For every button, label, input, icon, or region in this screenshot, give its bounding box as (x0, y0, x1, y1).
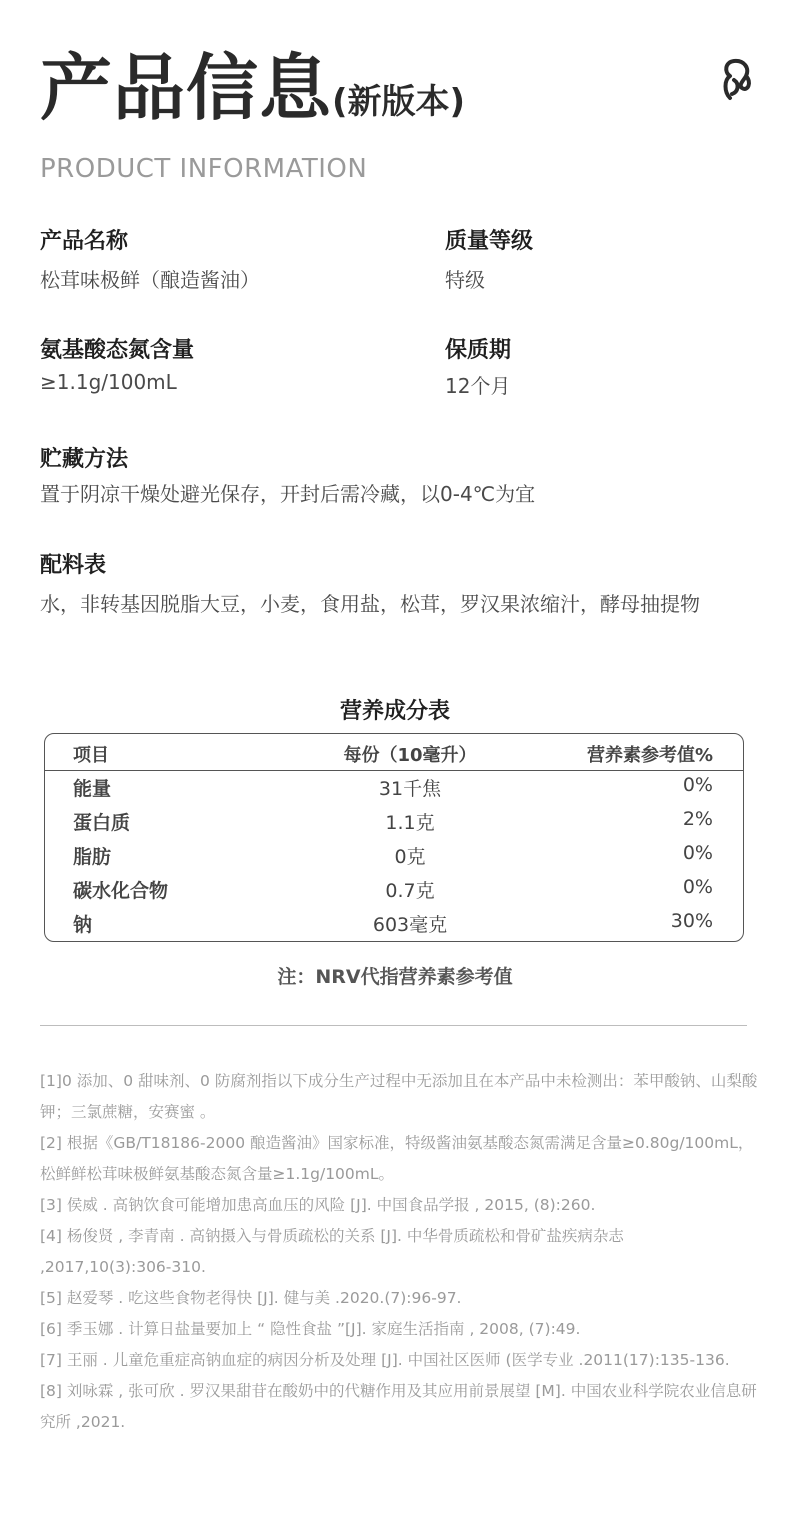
reference-item: [8] 刘咏霖 , 张可欣 . 罗汉果甜苷在酸奶中的代糖作用及其应用前景展望 [M]. 中国农业科学院农业信息研究所 ,2021. (40, 1382, 757, 1431)
header-item: 项目 (73, 745, 109, 766)
row-nrv: 2% (682, 808, 713, 830)
amino-nitrogen-value: ≥1.1g/100mL (40, 370, 177, 394)
row-nrv: 0% (682, 774, 713, 796)
nutrition-table-title: 营养成分表 (339, 699, 450, 724)
table-row (45, 906, 743, 940)
table-row (45, 804, 743, 838)
product-name-value: 松茸味极鲜（酿造酱油） (40, 268, 260, 292)
header-nrv: 营养素参考值% (586, 745, 713, 766)
row-item: 碳水化合物 (73, 880, 169, 902)
references-list (40, 1066, 760, 1438)
row-nrv: 0% (682, 842, 713, 864)
quality-grade-value: 特级 (445, 268, 485, 292)
row-item: 能量 (73, 778, 112, 800)
row-item: 脂肪 (73, 846, 112, 868)
page-subtitle-english: PRODUCT INFORMATION (40, 154, 368, 184)
table-row (45, 872, 743, 906)
reference-item: [1]0 添加、0 甜味剂、0 防腐剂指以下成分生产过程中无添加且在本产品中未检测出：苯甲酸钠、山梨酸钾；三氯蔗糖，安赛蜜 。 (40, 1072, 758, 1121)
page-title-version: (新版本) (332, 82, 466, 122)
ingredients-value: 水，非转基因脱脂大豆，小麦，食用盐，松茸，罗汉果浓缩汁，酵母抽提物 (40, 592, 700, 616)
table-row (45, 838, 743, 872)
reference-item: [5] 赵爱琴 . 吃这些食物老得快 [J]. 健与美 .2020.(7):96-97. (40, 1289, 462, 1307)
page-title: 产品信息 (40, 46, 333, 130)
row-item: 钠 (73, 914, 93, 936)
quality-grade-label: 质量等级 (445, 229, 534, 254)
shelf-life-value: 12个月 (445, 374, 511, 398)
row-nrv: 30% (670, 910, 713, 932)
nutrition-table (44, 733, 744, 942)
ingredients-label: 配料表 (40, 553, 107, 578)
reference-item: [3] 侯威 . 高钠饮食可能增加患高血压的风险 [J]. 中国食品学报 , 2015, (8):260. (40, 1196, 596, 1214)
nrv-note: 注：NRV代指营养素参考值 (277, 966, 513, 988)
reference-item: [6] 季玉娜 . 计算日盐量要加上 “ 隐性食盐 ”[J]. 家庭生活指南 , 2008, (7):49. (40, 1320, 581, 1338)
nutrition-table-header (45, 734, 743, 771)
shelf-life-label: 保质期 (445, 338, 512, 363)
brand-logo-icon (720, 58, 754, 102)
reference-item: [2] 根据《GB/T18186-2000 酿造酱油》国家标准，特级酱油氨基酸态氮需满足含量≥0.80g/100mL，松鲜鲜松茸味极鲜氨基酸态氮含量≥1.1g/100mL。 (40, 1134, 754, 1183)
table-row (45, 770, 743, 804)
row-amount: 31千焦 (378, 778, 442, 800)
storage-label: 贮藏方法 (40, 447, 129, 472)
row-amount: 0.7克 (385, 880, 435, 902)
reference-item: [4] 杨俊贤 , 李青南 . 高钠摄入与骨质疏松的关系 [J]. 中华骨质疏松和骨矿盐疾病杂志 ,2017,10(3):306-310. (40, 1227, 624, 1276)
row-amount: 603毫克 (372, 914, 448, 936)
page-header (40, 46, 466, 130)
amino-nitrogen-label: 氨基酸态氮含量 (40, 338, 195, 363)
product-name-label: 产品名称 (40, 229, 129, 254)
row-item: 蛋白质 (73, 812, 131, 834)
reference-item: [7] 王丽 . 儿童危重症高钠血症的病因分析及处理 [J]. 中国社区医师 (医学专业 .2011(17):135-136. (40, 1351, 730, 1369)
section-divider (40, 1025, 747, 1026)
storage-value: 置于阴凉干燥处避光保存，开封后需冷藏，以0-4℃为宜 (40, 482, 536, 506)
header-per-serving: 每份（10毫升） (343, 745, 477, 766)
row-amount: 0克 (394, 846, 426, 868)
row-nrv: 0% (682, 876, 713, 898)
row-amount: 1.1克 (385, 812, 435, 834)
